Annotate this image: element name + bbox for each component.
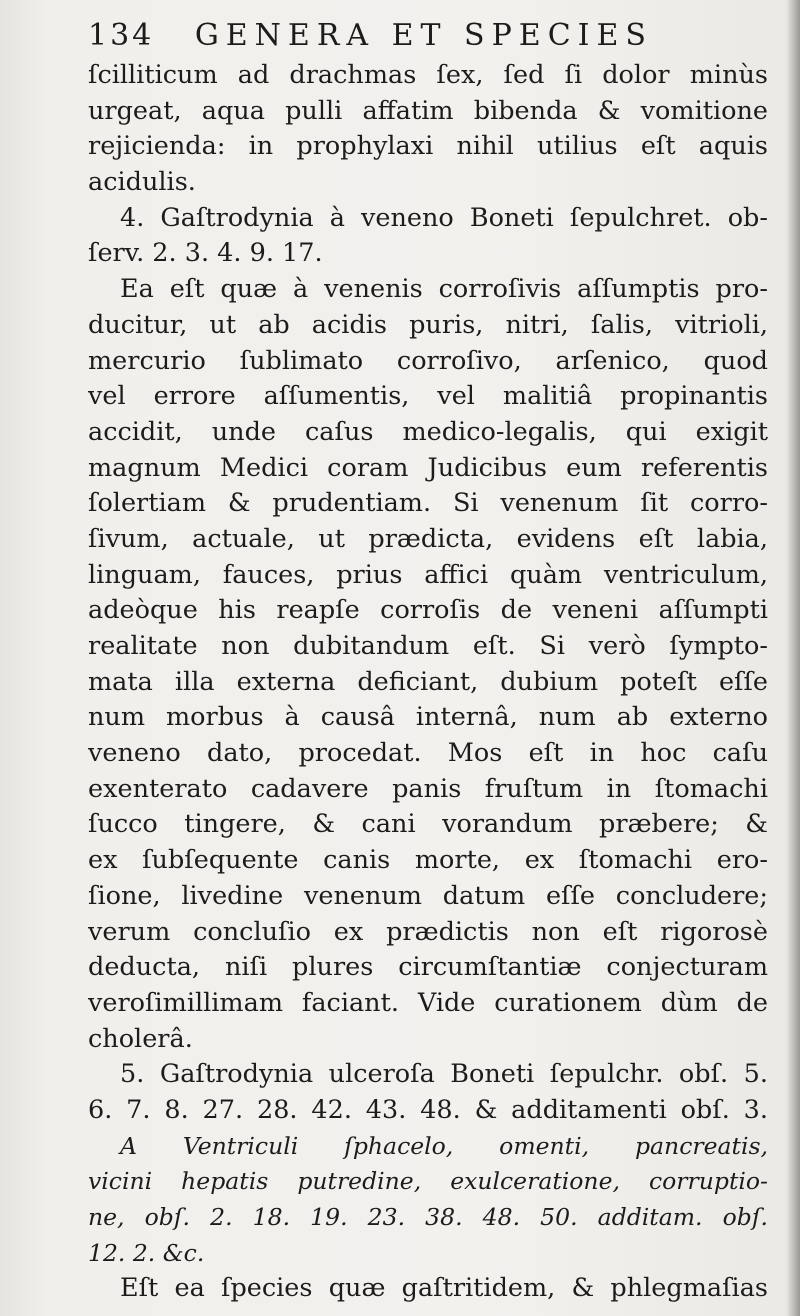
page-edge-shadow [786, 0, 800, 1316]
text-line: linguam, fauces, prius affici quàm ventriculum, [88, 559, 768, 590]
text-line: ſione, livedine venenum datum eſſe concludere; [88, 880, 768, 911]
text-line: magnum Medici coram Judicibus eum referentis [88, 452, 768, 483]
text-line: 5. Gaſtrodynia ulceroſa Boneti ſepulchr. obſ. 5. [120, 1059, 768, 1090]
running-header [88, 18, 770, 53]
text-line: urgeat, aqua pulli affatim bibenda & vomitione [88, 95, 768, 126]
text-line: Eſt ea ſpecies quæ gaſtritidem, & phlegmaſias [120, 1273, 768, 1304]
text-line: realitate non dubitandum eſt. Si verò ſympto- [88, 631, 768, 661]
text-line: ex ſubſequente canis morte, ex ſtomachi ero- [88, 845, 768, 876]
text-line: 4. Gaſtrodynia à veneno Boneti ſepulchret. ob- [120, 202, 768, 233]
text-line: adeòque his reapſe corroſis de veneni aſſumpti [88, 595, 768, 626]
running-title: GENERA ET SPECIES [194, 18, 653, 53]
page-number: 134 [88, 18, 155, 53]
text-line: ſcilliticum ad drachmas ſex, ſed ſi dolor minùs [88, 60, 768, 90]
text-line: accidit, unde caſus medico-legalis, qui exigit [88, 416, 768, 447]
text-line: mercurio ſublimato corroſivo, arſenico, quod [88, 345, 768, 376]
text-line: ſerv. 2. 3. 4. 9. 17. [88, 238, 323, 269]
text-line: 12. 2. &c. [88, 1238, 205, 1267]
text-line: 6. 7. 8. 27. 28. 42. 43. 48. & additamenti obſ. 3. [88, 1094, 768, 1125]
text-line: A Ventriculi ſphacelo, omenti, pancreatis, [120, 1131, 768, 1160]
text-line: rejicienda: in prophylaxi nihil utilius eſt aquis [88, 131, 768, 162]
text-line: veneno dato, procedat. Mos eſt in hoc caſu [88, 738, 768, 769]
text-line: exenterato cadavere panis fruſtum in ſtomachi [88, 773, 768, 804]
body-text [88, 58, 768, 1307]
text-line: Ea eſt quæ à venenis corroſivis aſſumptis pro- [120, 274, 768, 305]
text-line: verum concluſio ex prædictis non eſt rigorosè [88, 916, 768, 947]
text-line: veroſimillimam faciant. Vide curationem dùm de [88, 987, 768, 1018]
text-line: deducta, niſi plures circumſtantiæ conjecturam [88, 952, 768, 983]
text-line: vicini hepatis putredine, exulceratione, corruptio- [88, 1167, 768, 1196]
text-line: cholerâ. [88, 1023, 193, 1054]
text-line: acidulis. [88, 167, 196, 198]
text-line: ducitur, ut ab acidis puris, nitri, ſalis, vitrioli, [88, 309, 768, 340]
text-line: ſivum, actuale, ut prædicta, evidens eſt labia, [88, 523, 768, 554]
text-line: vel errore aſſumentis, vel malitiâ propinantis [88, 381, 768, 412]
text-line: ſucco tingere, & cani vorandum præbere; & [88, 809, 768, 840]
text-line: ne, obſ. 2. 18. 19. 23. 38. 48. 50. additam. obſ. [88, 1203, 768, 1231]
text-line: num morbus à causâ internâ, num ab externo [88, 702, 768, 733]
text-line: mata illa externa deficiant, dubium poteſt eſſe [88, 666, 768, 697]
text-line: ſolertiam & prudentiam. Si venenum ſit corro- [88, 488, 768, 519]
